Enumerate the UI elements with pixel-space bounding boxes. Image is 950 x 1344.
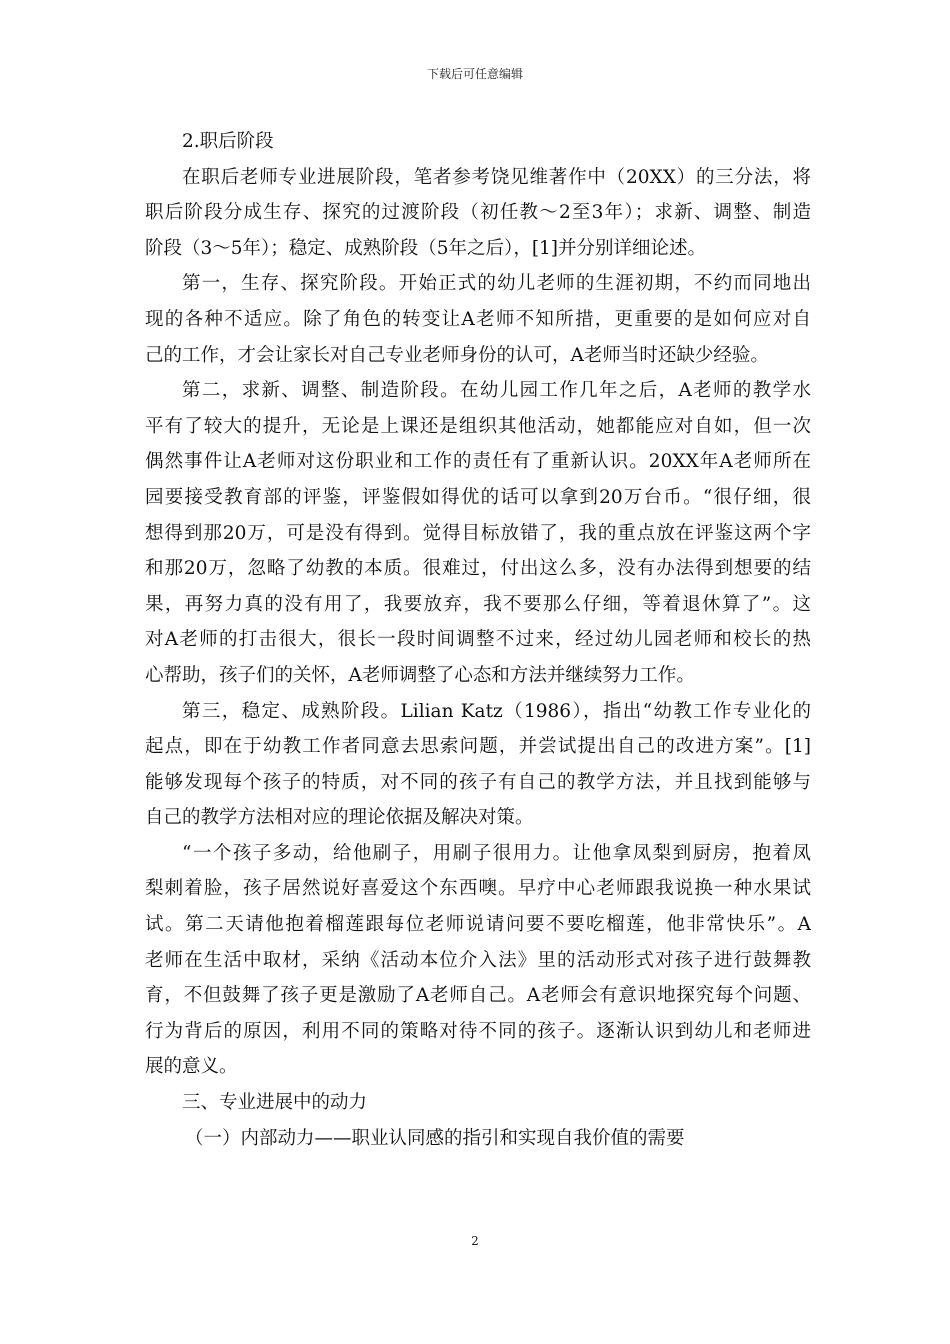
paragraph-line: 展的意义。 [145,1056,238,1078]
paragraph-line: 第二，求新、调整、制造阶段。在幼儿园工作几年之后，A老师的教学水 [182,380,811,402]
paragraph-line: 能够发现每个孩子的特质，对不同的孩子有自己的教学方法，并且找到能够与 [145,771,811,793]
paragraph-line: “一个孩子多动，给他刷子，用刷子很用力。让他拿凤梨到厨房，抱着凤 [182,842,811,864]
paragraph-line: 己的工作，才会让家长对自己专业老师身份的认可，A老师当时还缺少经验。 [145,344,769,366]
subsection-heading: （一）内部动力——职业认同感的指引和实现自我价值的需要 [185,1127,685,1149]
paragraph-line: 现的各种不适应。除了角色的转变让A老师不知所措，更重要的是如何应对自 [145,308,811,330]
section-heading: 三、专业进展中的动力 [182,1092,368,1114]
page-number: 2 [471,1234,479,1248]
document-body [145,124,811,1156]
paragraph-line: 职后阶段分成生存、探究的过渡阶段（初任教～2至3年）；求新、调整、制造 [145,202,811,224]
paragraph-line: 第一，生存、探究阶段。开始正式的幼儿老师的生涯初期，不约而同地出 [182,273,811,295]
paragraph-line: 对A老师的打击很大，很长一段时间调整不过来，经过幼儿园老师和校长的热 [145,629,811,651]
paragraph-line: 平有了较大的提升，无论是上课还是组织其他活动，她都能应对自如，但一次 [145,415,811,437]
page-header: 下载后可任意编辑 [426,67,523,81]
paragraph-line: 阶段（3～5年）；稳定、成熟阶段（5年之后），[1]并分别详细论述。 [145,237,707,259]
paragraph-line: 心帮助，孩子们的关怀，A老师调整了心态和方法并继续努力工作。 [145,664,695,686]
paragraph-line: 第三，稳定、成熟阶段。Lilian Katz（1986），指出“幼教工作专业化的 [182,700,811,722]
paragraph-line: 自己的教学方法相对应的理论依据及解决对策。 [145,807,534,829]
paragraph-line: 偶然事件让A老师对这份职业和工作的责任有了重新认识。20XX年A老师所在 [145,451,811,473]
paragraph-line: 起点，即在于幼教工作者同意去思索问题，并尝试提出自己的改进方案”。[1] [145,736,811,758]
paragraph-line: 在职后老师专业进展阶段，笔者参考饶见维著作中（20XX）的三分法，将 [182,166,811,188]
section-heading: 2.职后阶段 [182,131,274,152]
paragraph-line: 梨刺着脸，孩子居然说好喜爱这个东西噢。早疗中心老师跟我说换一种水果试 [145,878,811,900]
paragraph-line: 育，不但鼓舞了孩子更是激励了A老师自己。A老师会有意识地探究每个问题、 [145,985,811,1007]
paragraph-line: 和那20万，忽略了幼教的本质。很难过，付出这么多，没有办法得到想要的结 [145,558,811,580]
paragraph-line: 园要接受教育部的评鉴，评鉴假如得优的话可以拿到20万台币。“很仔细，很 [145,486,811,508]
paragraph-line: 老师在生活中取材，采纳《活动本位介入法》里的活动形式对孩子进行鼓舞教 [145,949,811,971]
paragraph-line: 想得到那20万，可是没有得到。觉得目标放错了，我的重点放在评鉴这两个字 [145,522,811,544]
paragraph-line: 试。第二天请他抱着榴莲跟每位老师说请问要不要吃榴莲，他非常快乐”。A [145,914,811,936]
paragraph-line: 行为背后的原因，利用不同的策略对待不同的孩子。逐渐认识到幼儿和老师进 [145,1020,811,1042]
paragraph-line: 果，再努力真的没有用了，我要放弃，我不要那么仔细，等着退休算了”。这 [145,593,811,615]
